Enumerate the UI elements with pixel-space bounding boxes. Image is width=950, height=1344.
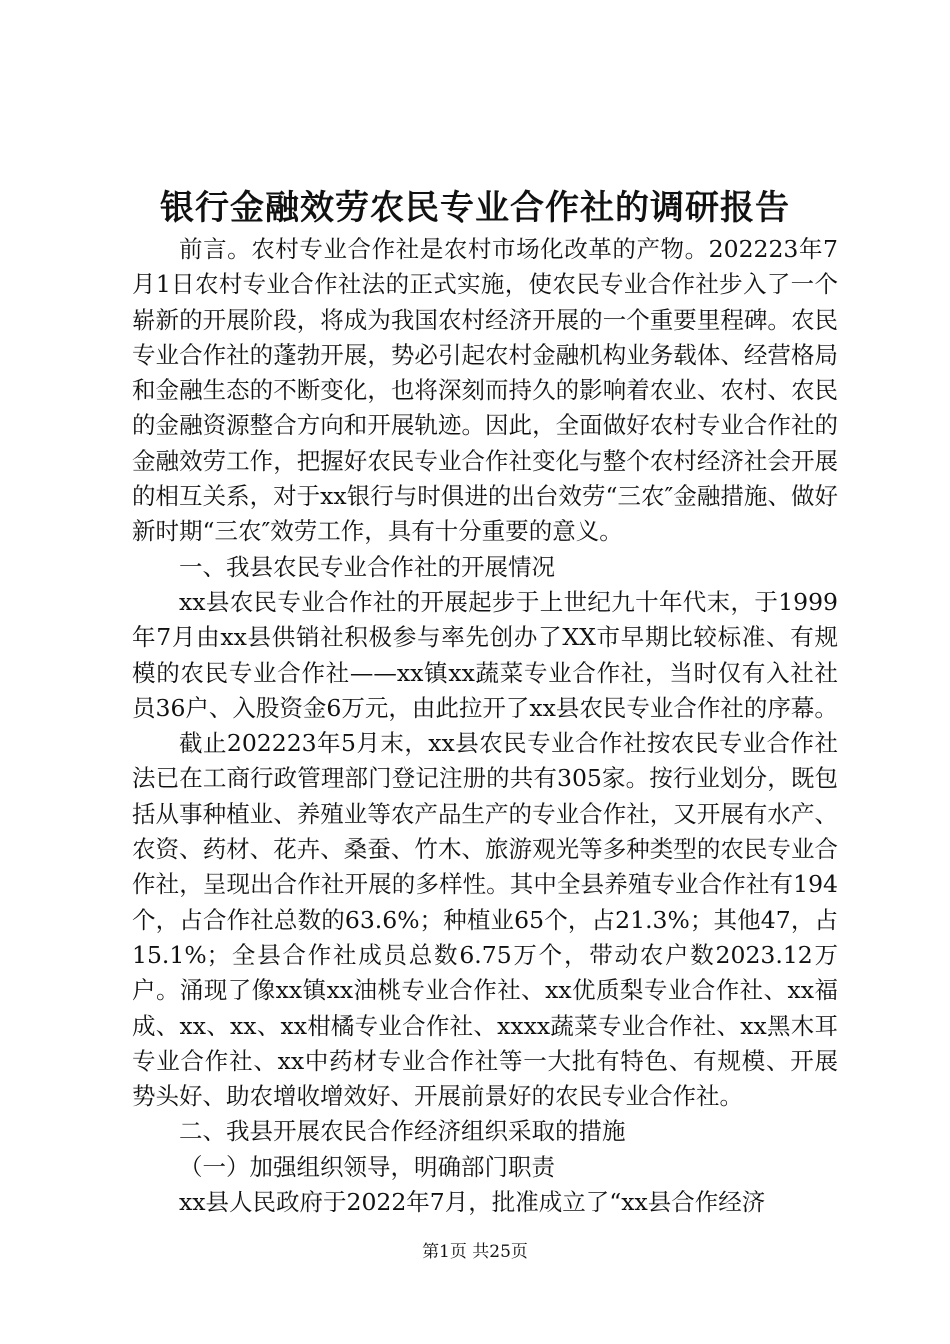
subsection-heading-1: （一）加强组织领导，明确部门职责	[179, 1152, 555, 1181]
paragraph-history: xx县农民专业合作社的开展起步于上世纪九十年代末，于1999年7月由xx县供销社积极参与率先创办了XX市早期比较标准、有规模的农民专业合作社——xx镇xx蔬菜专业合作社，当时仅有入社社员36户、入股资金6万元，由此拉开了xx县农民专业合作社的序幕。	[132, 587, 838, 722]
paragraph-government: xx县人民政府于2022年7月，批准成立了“xx县合作经济	[179, 1188, 766, 1217]
section-heading-1: 一、我县农民专业合作社的开展情况	[179, 552, 555, 581]
paragraph-statistics: 截止202223年5月末，xx县农民专业合作社按农民专业合作社法已在工商行政管理部门登记注册的共有305家。按行业划分，既包括从事种植业、养殖业等农产品生产的专业合作社，又开展有水产、农资、药材、花卉、桑蚕、竹木、旅游观光等多种类型的农民专业合作社，呈现出合作社开展的多样性。其中全县养殖专业合作社有194个，占合作社总数的63.6%；种植业65个，占21.3%；其他47，占15.1%；全县合作社成员总数6.75万个，带动农户数2023.12万户。涌现了像xx镇xx油桃专业合作社、xx优质梨专业合作社、xx福成、xx、xx、xx柑橘专业合作社、xxxx蔬菜专业合作社、xx黑木耳专业合作社、xx中药材专业合作社等一大批有特色、有规模、开展势头好、助农增收增效好、开展前景好的农民专业合作社。	[132, 729, 838, 1111]
document-title: 银行金融效劳农民专业合作社的调研报告	[160, 188, 790, 228]
paragraph-preface: 前言。农村专业合作社是农村市场化改革的产物。202223年7月1日农村专业合作社法的正式实施，使农民专业合作社步入了一个崭新的开展阶段，将成为我国农村经济开展的一个重要里程碑。农民专业合作社的蓬勃开展，势必引起农村金融机构业务载体、经营格局和金融生态的不断变化，也将深刻而持久的影响着农业、农村、农民的金融资源整合方向和开展轨迹。因此，全面做好农村专业合作社的金融效劳工作，把握好农民专业合作社变化与整个农村经济社会开展的相互关系，对于xx银行与时俱进的出台效劳“三农″金融措施、做好新时期“三农″效劳工作，具有十分重要的意义。	[132, 235, 838, 546]
document-body	[132, 232, 838, 1220]
page-footer: 第1页 共25页	[422, 1242, 528, 1262]
section-heading-2: 二、我县开展农民合作经济组织采取的措施	[179, 1117, 626, 1146]
